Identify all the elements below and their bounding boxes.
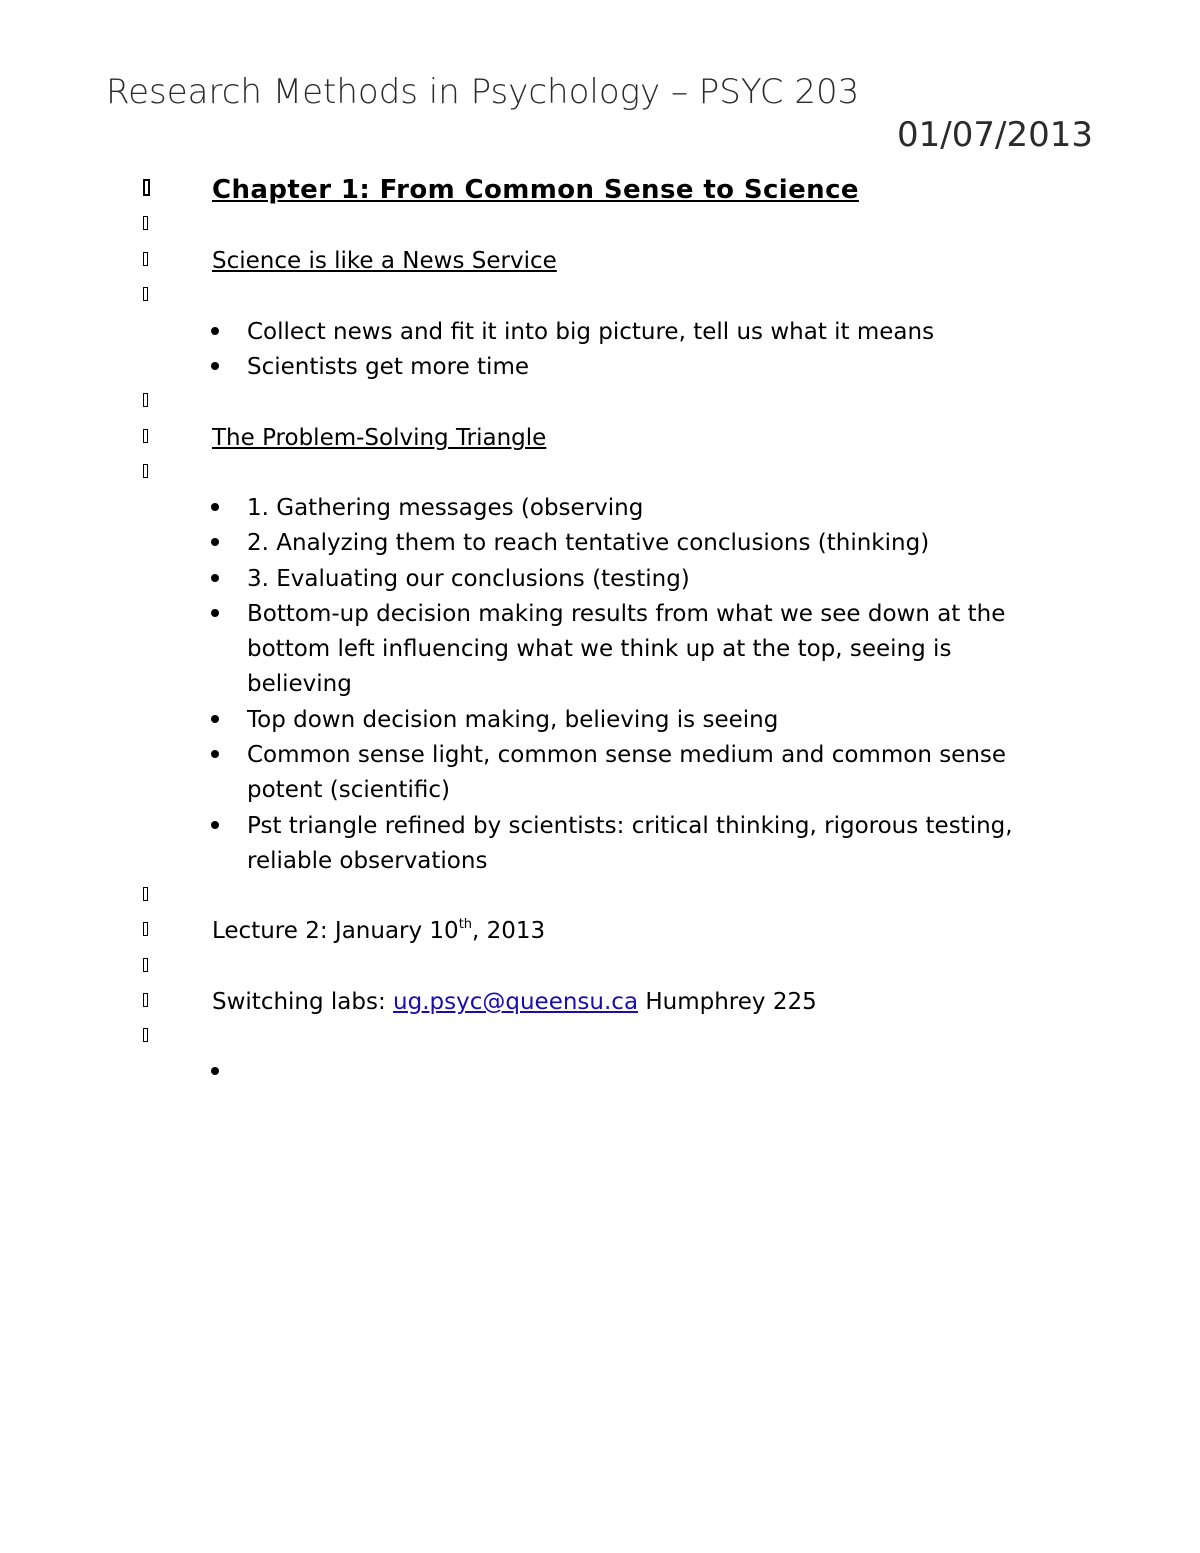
placeholder-box-icon	[143, 887, 148, 901]
section-heading: The Problem-Solving Triangle	[212, 425, 547, 451]
bullet-icon	[211, 574, 219, 582]
placeholder-box-icon	[143, 216, 148, 230]
empty-row	[0, 208, 1200, 243]
section-heading-row	[0, 244, 1200, 279]
placeholder-box-icon	[143, 252, 148, 266]
list-item-text: Collect news and fit it into big picture, tell us what it means	[247, 319, 935, 345]
list-item-text: Scientists get more time	[247, 354, 529, 380]
placeholder-box-icon	[143, 393, 148, 407]
placeholder-box-icon	[143, 179, 150, 196]
labs-prefix: Switching labs:	[212, 989, 394, 1015]
bullet-icon	[211, 1067, 219, 1075]
labs-info	[212, 985, 817, 1020]
bullet-icon	[211, 362, 219, 370]
bullet-icon	[211, 327, 219, 335]
placeholder-box-icon	[143, 958, 148, 972]
empty-row	[0, 1020, 1200, 1055]
lecture-prefix: Lecture 2: January 10	[212, 918, 459, 944]
lecture-row	[0, 914, 1200, 949]
list-item-text: 1. Gathering messages (observing	[247, 495, 644, 521]
placeholder-box-icon	[143, 993, 148, 1007]
empty-row	[0, 456, 1200, 491]
bullet-icon	[211, 715, 219, 723]
placeholder-box-icon	[143, 287, 148, 301]
section-heading-row	[0, 421, 1200, 456]
empty-row	[0, 385, 1200, 420]
lecture-superscript: th	[458, 917, 473, 932]
placeholder-box-icon	[143, 1028, 148, 1042]
empty-row	[0, 279, 1200, 314]
placeholder-box-icon	[143, 922, 148, 936]
placeholder-box-icon	[143, 429, 148, 443]
bullet-icon	[211, 538, 219, 546]
lecture-suffix: , 2013	[472, 918, 546, 944]
document-date: 01/07/2013	[897, 115, 1093, 155]
list-item-text: 2. Analyzing them to reach tentative conclusions (thinking)	[247, 530, 930, 556]
labs-suffix: Humphrey 225	[638, 989, 817, 1015]
list-item-text: 3. Evaluating our conclusions (testing)	[247, 566, 690, 592]
chapter-heading: Chapter 1: From Common Sense to Science	[212, 175, 859, 205]
placeholder-box-icon	[143, 464, 148, 478]
empty-row	[0, 879, 1200, 914]
lecture-date	[212, 914, 545, 949]
labs-row	[0, 985, 1200, 1020]
bullet-icon	[211, 609, 219, 617]
bullet-icon	[211, 503, 219, 511]
section-heading: Science is like a News Service	[212, 248, 557, 274]
document-title: Research Methods in Psychology – PSYC 203	[106, 72, 860, 112]
chapter-row	[0, 173, 1200, 208]
bullet-icon	[211, 821, 219, 829]
list-item-text: Pst triangle refined by scientists: critical thinking, rigorous testing, reliable observations	[247, 813, 1013, 875]
empty-row	[0, 950, 1200, 985]
list-item-text: Top down decision making, believing is seeing	[247, 707, 779, 733]
list-item-text: Common sense light, common sense medium and common sense potent (scientific)	[247, 742, 1007, 804]
list-item-text: Bottom-up decision making results from what we see down at the bottom left influencing what we think up at the top, seeing is believing	[247, 601, 1006, 698]
email-link[interactable]: ug.psyc@queensu.ca	[393, 989, 639, 1015]
bullet-icon	[211, 750, 219, 758]
